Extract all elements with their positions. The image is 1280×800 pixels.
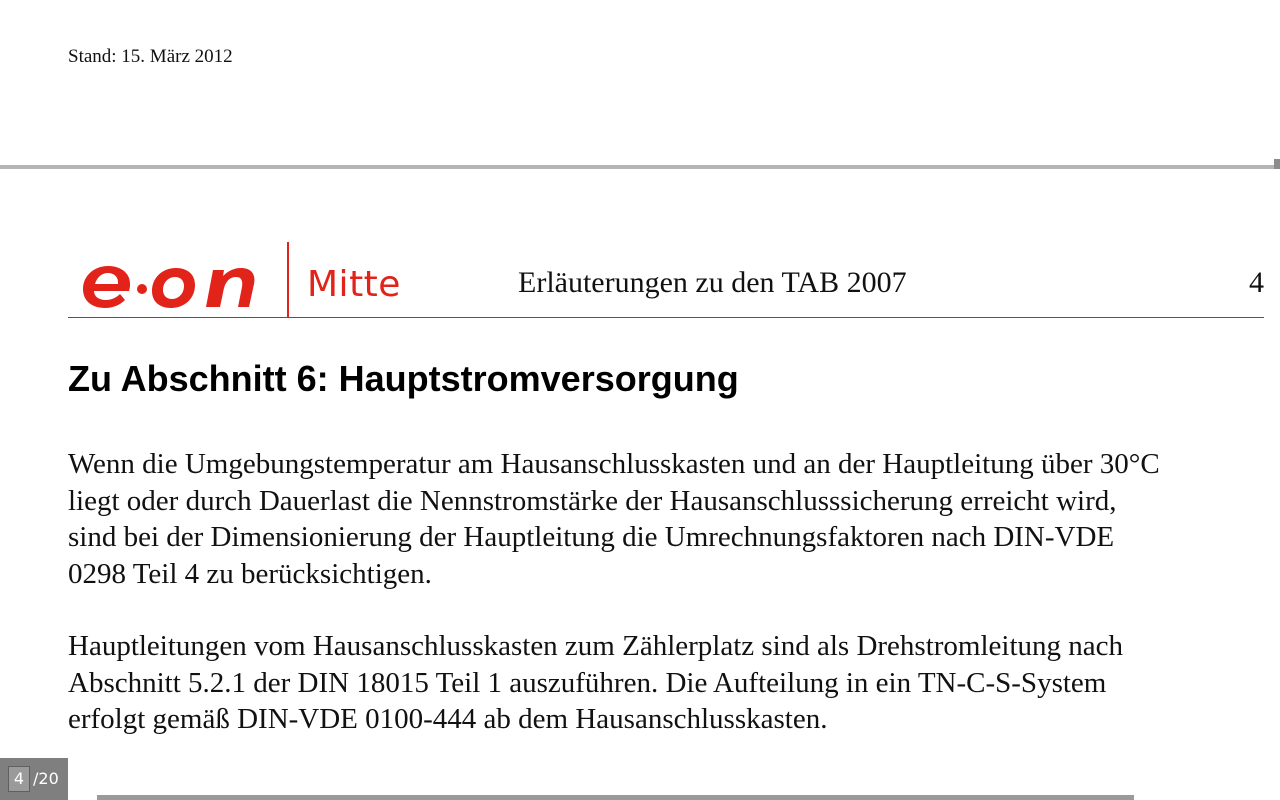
page-header xyxy=(68,240,1264,318)
page-indicator xyxy=(0,758,68,800)
document-title: Erläuterungen zu den TAB 2007 xyxy=(518,266,907,299)
paragraph-line: Abschnitt 5.2.1 der DIN 18015 Teil 1 auszuführen. Die Aufteilung in ein TN-C-S-System xyxy=(68,666,1107,699)
paragraph-line: Hauptleitungen vom Hausanschlusskasten zum Zählerplatz sind als Drehstromleitung nach xyxy=(68,630,1124,662)
paragraph-line: sind bei der Dimensionierung der Hauptleitung die Umrechnungsfaktoren nach DIN-VDE xyxy=(68,521,1115,553)
page-separator-marker xyxy=(1274,159,1280,169)
eon-logo xyxy=(80,260,270,310)
revision-date: Stand: 15. März 2012 xyxy=(68,46,233,67)
logo-region-label: Mitte xyxy=(307,264,401,305)
header-rule xyxy=(68,317,1264,318)
paragraph-1 xyxy=(68,446,1268,592)
page-separator xyxy=(0,165,1280,169)
logo-divider xyxy=(287,242,289,318)
page-number: 4 xyxy=(1249,266,1264,299)
total-pages-label: /20 xyxy=(33,769,59,788)
paragraph-2 xyxy=(68,628,1268,738)
section-heading: Zu Abschnitt 6: Hauptstromversorgung xyxy=(68,358,739,399)
paragraph-line: Wenn die Umgebungstemperatur am Hausanschlusskasten und an der Hauptleitung über 30°C xyxy=(68,448,1160,480)
paragraph-line: 0298 Teil 4 zu berücksichtigen. xyxy=(68,557,432,590)
paragraph-line: liegt oder durch Dauerlast die Nennstromstärke der Hausanschlusssicherung erreicht wird, xyxy=(68,484,1117,517)
paragraph-line: erfolgt gemäß DIN-VDE 0100-444 ab dem Hausanschlusskasten. xyxy=(68,703,828,735)
horizontal-scrollbar[interactable] xyxy=(97,795,1134,800)
current-page-input[interactable]: 4 xyxy=(8,766,30,792)
